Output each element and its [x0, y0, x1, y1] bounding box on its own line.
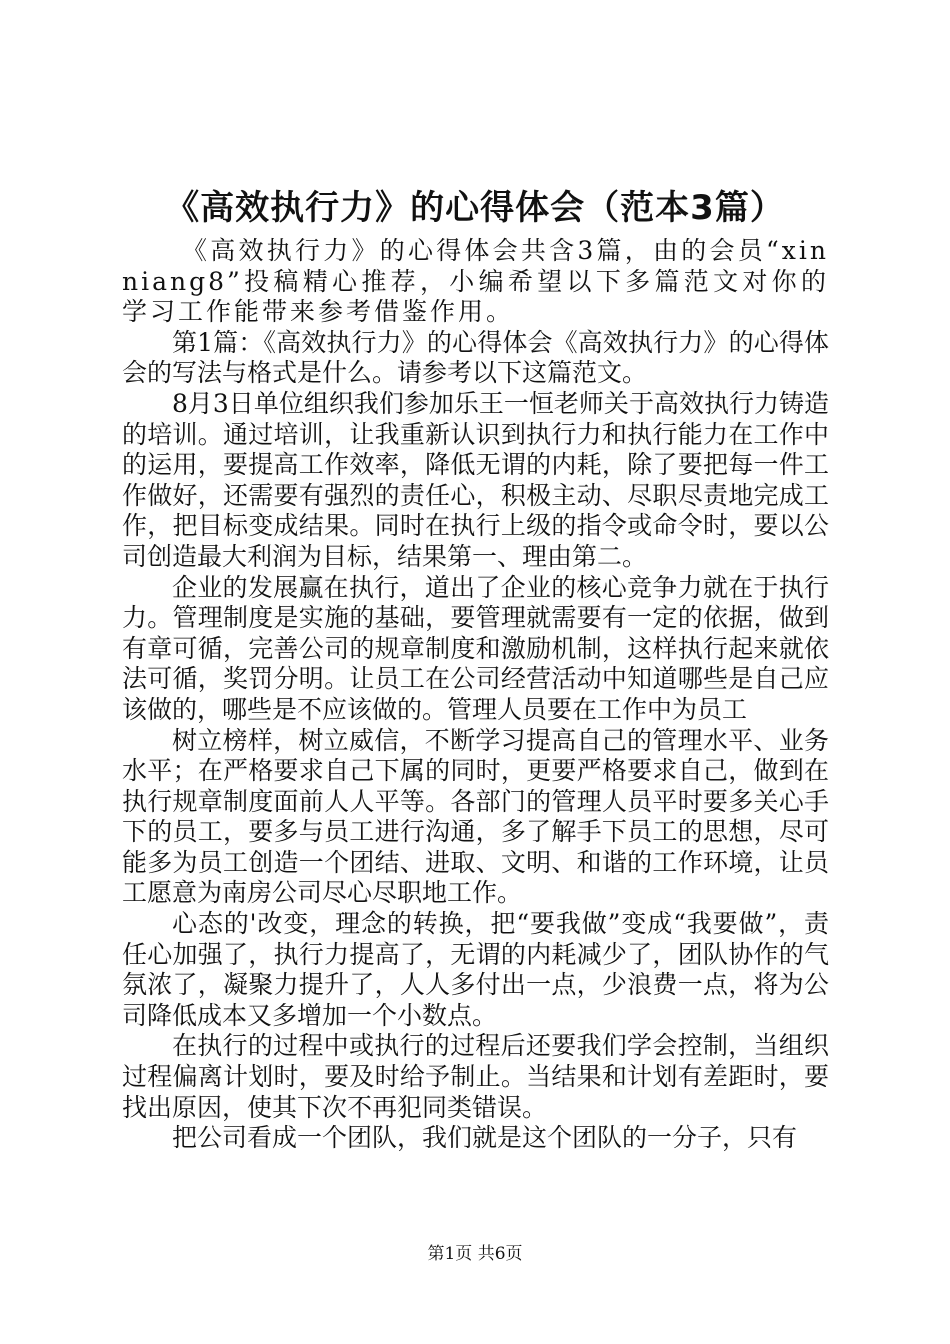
body-paragraph: 心态的'改变，理念的转换，把“要我做”变成“我要做”，责任心加强了，执行力提高了，无谓的内耗减少了，团队协作的气氛浓了，凝聚力提升了，人人多付出一点，少浪费一点，将为公司降低成本又多增加一个小数点。 [122, 909, 829, 1030]
document-title: 《高效执行力》的心得体会（范本3篇） [165, 188, 785, 228]
body-paragraph: 企业的发展赢在执行，道出了企业的核心竞争力就在于执行力。管理制度是实施的基础，要管理就需要有一定的依据，做到有章可循，完善公司的规章制度和激励机制，这样执行起来就依法可循，奖罚分明。让员工在公司经营活动中知道哪些是自己应该做的，哪些是不应该做的。管理人员要在工作中为员工 [122, 572, 829, 724]
intro-paragraph: 《高效执行力》的心得体会共含3篇，由的会员“xinniang8”投稿精心推荐，小编希望以下多篇范文对你的学习工作能带来参考借鉴作用。 [122, 236, 829, 327]
body-paragraph: 在执行的过程中或执行的过程后还要我们学会控制，当组织过程偏离计划时，要及时给予制止。当结果和计划有差距时，要找出原因，使其下次不再犯同类错误。 [122, 1031, 829, 1122]
body-paragraph: 树立榜样，树立威信，不断学习提高自己的管理水平、业务水平；在严格要求自己下属的同时，更要严格要求自己，做到在执行规章制度面前人人平等。各部门的管理人员平时要多关心手下的员工，要多与员工进行沟通，多了解手下员工的思想，尽可能多为员工创造一个团结、进取、文明、和谐的工作环境，让员工愿意为南房公司尽心尽职地工作。 [122, 725, 829, 908]
body-paragraph: 把公司看成一个团队，我们就是这个团队的一分子，只有 [172, 1123, 798, 1153]
document-body [122, 236, 829, 1154]
page-footer: 第1页 共6页 [427, 1244, 523, 1264]
body-paragraph: 8月3日单位组织我们参加乐王一恒老师关于高效执行力铸造的培训。通过培训，让我重新认识到执行力和执行能力在工作中的运用，要提高工作效率，降低无谓的内耗，除了要把每一件工作做好，还需要有强烈的责任心，积极主动、尽职尽责地完成工作，把目标变成结果。同时在执行上级的指令或命令时，要以公司创造最大利润为目标，结果第一、理由第二。 [122, 388, 829, 571]
section-heading-paragraph: 第1篇：《高效执行力》的心得体会《高效执行力》的心得体会的写法与格式是什么。请参考以下这篇范文。 [122, 327, 829, 388]
